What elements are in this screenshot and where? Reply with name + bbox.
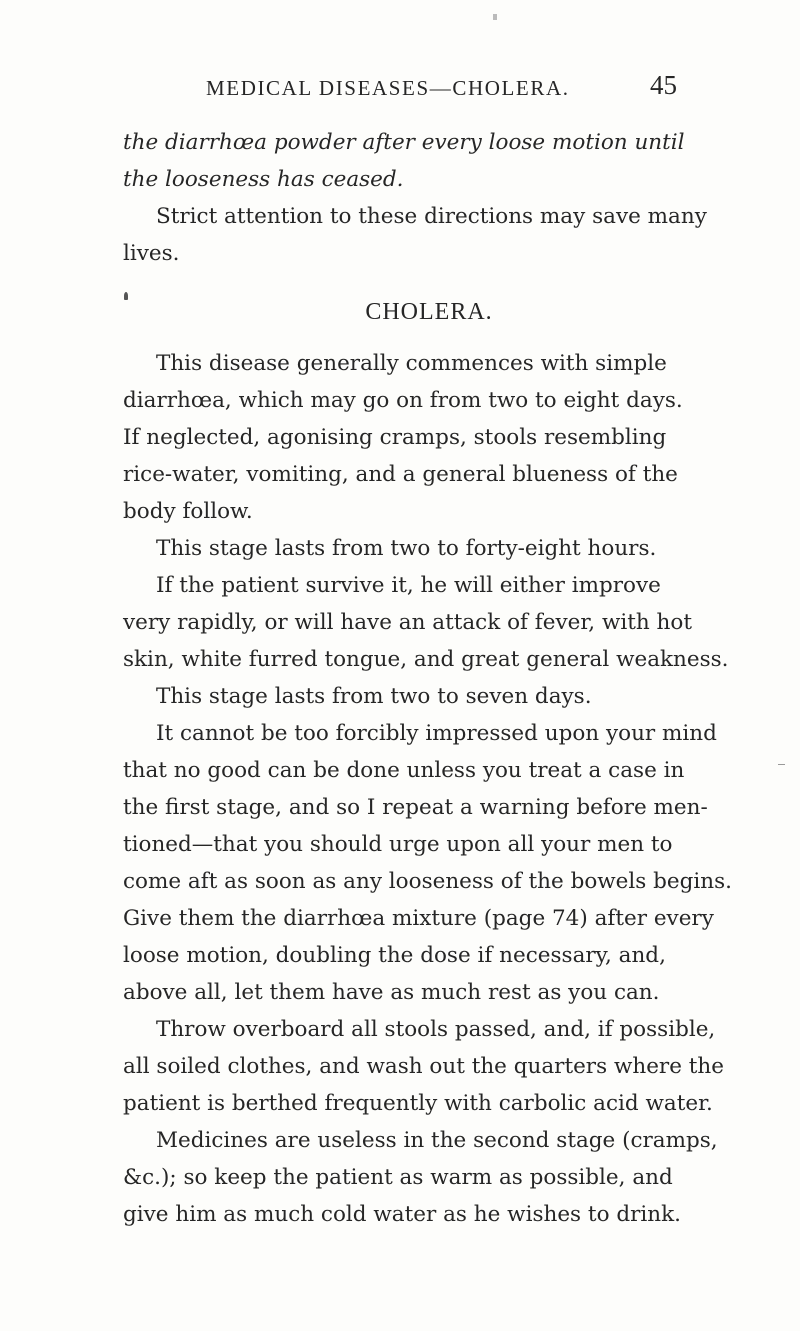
text-line: If neglected, agonising cramps, stools resembling [123,425,667,450]
print-speck [493,14,497,20]
text-line: give him as much cold water as he wishes to drink. [123,1202,681,1227]
text-line: lives. [123,241,180,266]
text-line: rice-water, vomiting, and a general blueness of the [123,462,678,487]
text-line: tioned—that you should urge upon all your men to [123,832,673,857]
text-line: This stage lasts from two to seven days. [156,684,592,709]
text-line: &c.); so keep the patient as warm as possible, and [123,1165,673,1190]
page-body [123,124,735,1233]
text-line: come aft as soon as any looseness of the bowels begins. [123,869,732,894]
margin-mark [778,764,785,765]
text-line: Strict attention to these directions may save many [156,204,707,229]
page-header [0,70,800,116]
text-line: diarrhœa, which may go on from two to eight days. [123,388,683,413]
page-number: 45 [650,70,677,100]
text-line: patient is berthed frequently with carbolic acid water. [123,1091,713,1116]
text-line: It cannot be too forcibly impressed upon your mind [156,721,717,746]
running-head: MEDICAL DISEASES—CHOLERA. [206,76,570,100]
text-line: skin, white furred tongue, and great general weakness. [123,647,729,672]
text-line: above all, let them have as much rest as you can. [123,980,660,1005]
text-line: Medicines are useless in the second stage (cramps, [156,1128,718,1153]
text-line: Throw overboard all stools passed, and, if possible, [156,1017,716,1042]
text-line: This disease generally commences with simple [156,351,667,376]
text-line: If the patient survive it, he will either improve [156,573,661,598]
text-line: the diarrhœa powder after every loose motion until [123,130,685,155]
text-line: very rapidly, or will have an attack of fever, with hot [123,610,692,635]
text-line: Give them the diarrhœa mixture (page 74) after every [123,906,714,931]
text-line: all soiled clothes, and wash out the quarters where the [123,1054,724,1079]
text-line: the first stage, and so I repeat a warning before men- [123,795,708,820]
section-heading: CHOLERA. [365,299,493,325]
text-line: the looseness has ceased. [123,167,404,192]
text-line: This stage lasts from two to forty-eight hours. [156,536,657,561]
text-line: loose motion, doubling the dose if necessary, and, [123,943,666,968]
text-line: that no good can be done unless you treat a case in [123,758,685,783]
text-line: body follow. [123,499,253,524]
